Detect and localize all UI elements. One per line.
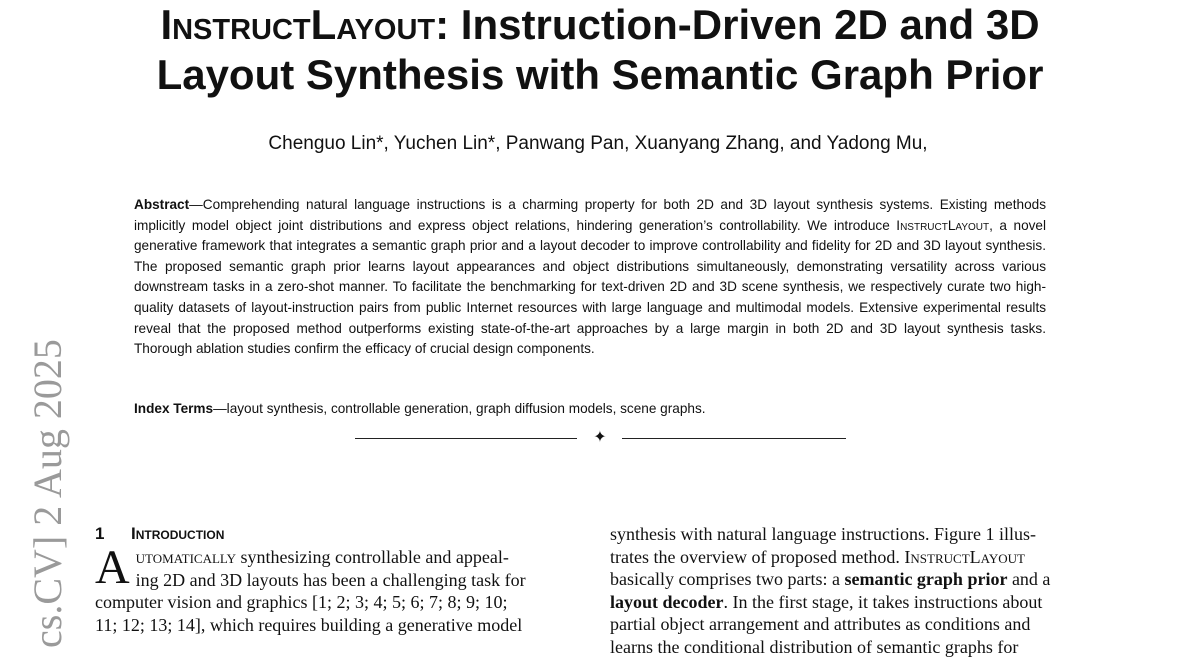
left-line-3: computer vision and graphics [1; 2; 3; 4; 5; 6; 7; 8; 9; 10; — [95, 592, 508, 613]
index-terms-label: Index Terms — [134, 401, 214, 416]
abstract — [134, 195, 1046, 360]
right-line-2 — [610, 546, 1106, 569]
left-column — [95, 541, 589, 636]
abstract-label: Abstract — [134, 197, 190, 212]
abstract-line-3: , a novel generative framework that integrates a semantic graph prior and a layout decoder to improve controllability — [134, 217, 1047, 254]
drop-cap: A — [95, 541, 130, 594]
section-title: Introduction — [131, 524, 225, 543]
right-line-4 — [610, 591, 1106, 614]
paper-title — [60, 0, 1140, 100]
divider-left — [355, 438, 577, 439]
abstract-line-2: methods implicitly model object joint distributions and express object relations, hindering generation’s controllability. We introduce — [134, 197, 1046, 233]
semantic-graph-prior-term: semantic graph prior — [844, 569, 1008, 590]
method-name: InstructLayout — [160, 1, 436, 48]
divider-right — [622, 438, 846, 439]
index-terms-text: —layout synthesis, controllable generation, graph diffusion models, scene graphs. — [213, 401, 706, 416]
left-line-1-text: synthesizing controllable and appeal- — [235, 547, 509, 567]
right-column — [610, 523, 1106, 659]
right-line-6: learns the conditional distribution of semantic graphs for — [610, 636, 1019, 657]
abstract-line-8: existing state-of-the-art approaches by a large margin in both 2D and 3D layout synthesis tasks. Thorough ablation studies confirm the — [134, 320, 1046, 357]
right-line-2-text: trates the overview of proposed method. — [610, 546, 900, 567]
title-line-1 — [60, 0, 1140, 50]
abstract-line-4: and fidelity for 2D and 3D layout synthesis. The proposed semantic graph prior learns layout appearances and object distributions — [134, 238, 1047, 274]
layout-decoder-term: layout decoder — [610, 591, 724, 612]
left-line-4: 11; 12; 13; 14], which requires building a generative model — [95, 614, 523, 635]
abstract-line-5: simultaneously, demonstrating versatility across various downstream tasks in a zero-shot manner. To facilitate the benchmarking for — [134, 258, 1047, 295]
title-line-1-rest: : Instruction-Driven 2D and 3D — [435, 1, 1040, 48]
right-line-3c: and a — [1007, 569, 1051, 590]
title-line-2: Layout Synthesis with Semantic Graph Prior — [156, 51, 1044, 98]
arxiv-stamp: cs.CV] 2 Aug 2025 — [25, 339, 70, 648]
right-line-5: partial object arrangement and attributes as conditions and — [610, 614, 1031, 635]
section-number: 1 — [95, 524, 105, 543]
abstract-method-name: InstructLayout — [896, 217, 990, 233]
left-line-2: ing 2D and 3D layouts has been a challenging task for — [135, 569, 526, 590]
right-line-3a: basically comprises two parts: a — [610, 569, 845, 590]
abstract-line-1: —Comprehending natural language instructions is a charming property for both 2D and 3D layout synthesis systems. Existing — [189, 197, 988, 212]
abstract-line-6: text-driven 2D and 3D scene synthesis, we respectively curate two high-quality datasets of layout-instruction pairs from public Internet — [134, 279, 1046, 315]
right-line-4b: . In the first stage, it takes instructions about — [723, 591, 1043, 612]
divider-diamond-icon: ✦ — [593, 429, 607, 446]
left-line-1 — [95, 546, 589, 569]
author-list: Chenguo Lin*, Yuchen Lin*, Panwang Pan, Xuanyang Zhang, and Yadong Mu, — [268, 133, 928, 154]
right-method-name: InstructLayout — [904, 546, 1025, 567]
right-line-3 — [610, 568, 1106, 591]
right-line-1: synthesis with natural language instructions. Figure 1 illus- — [610, 524, 1036, 544]
first-word-rest: utomatically — [135, 547, 236, 567]
abstract-line-9: efficacy of crucial design components. — [365, 341, 595, 357]
abstract-line-7: resources with large language and multimodal models. Extensive experimental results reveal that the proposed method outperforms — [134, 299, 1047, 336]
index-terms — [134, 399, 1046, 419]
